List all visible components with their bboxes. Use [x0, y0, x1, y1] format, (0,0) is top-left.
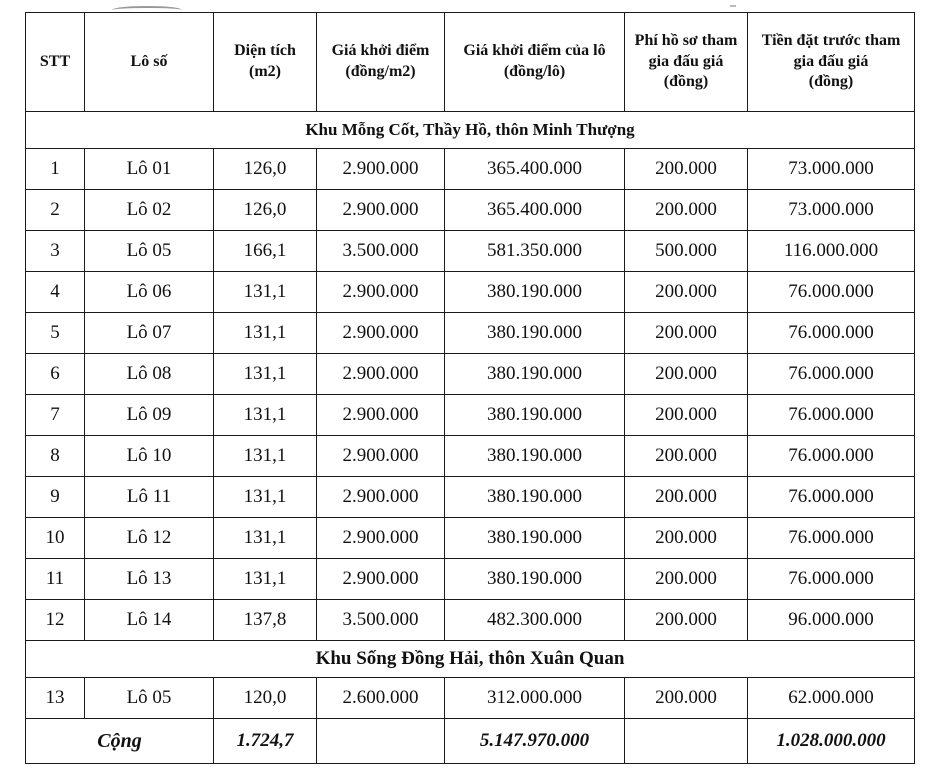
- cell-lot-price: 380.190.000: [445, 477, 625, 518]
- total-area: 1.724,7: [214, 719, 317, 764]
- cell-lot: Lô 11: [85, 477, 214, 518]
- cell-unit-price: 3.500.000: [317, 231, 445, 272]
- cell-deposit: 76.000.000: [748, 436, 915, 477]
- table-row: [26, 272, 915, 313]
- cell-unit-price: 2.900.000: [317, 559, 445, 600]
- cell-lot-price: 380.190.000: [445, 436, 625, 477]
- cell-lot: Lô 12: [85, 518, 214, 559]
- cell-unit-price: 2.900.000: [317, 272, 445, 313]
- cell-stt: 11: [26, 559, 85, 600]
- table-row: [26, 436, 915, 477]
- cell-stt: 6: [26, 354, 85, 395]
- cell-lot: Lô 14: [85, 600, 214, 641]
- table-row: [26, 600, 915, 641]
- cell-lot: Lô 01: [85, 149, 214, 190]
- table-row: [26, 354, 915, 395]
- cell-fee: 200.000: [625, 518, 748, 559]
- cell-deposit: 73.000.000: [748, 190, 915, 231]
- cell-fee: 200.000: [625, 354, 748, 395]
- cell-stt: 1: [26, 149, 85, 190]
- cell-fee: 200.000: [625, 559, 748, 600]
- table-row: [26, 559, 915, 600]
- cell-fee: 200.000: [625, 678, 748, 719]
- cell-area: 131,1: [214, 559, 317, 600]
- header-row: [26, 13, 915, 112]
- cell-lot: Lô 05: [85, 231, 214, 272]
- cell-lot-price: 365.400.000: [445, 149, 625, 190]
- cell-area: 137,8: [214, 600, 317, 641]
- header-area: Diện tích (m2): [214, 13, 317, 112]
- scan-artifact-dot: [730, 5, 736, 7]
- cell-deposit: 76.000.000: [748, 395, 915, 436]
- total-lot-price: 5.147.970.000: [445, 719, 625, 764]
- cell-area: 131,1: [214, 272, 317, 313]
- cell-area: 120,0: [214, 678, 317, 719]
- table-row: [26, 231, 915, 272]
- cell-deposit: 76.000.000: [748, 313, 915, 354]
- cell-deposit: 76.000.000: [748, 354, 915, 395]
- cell-lot: Lô 08: [85, 354, 214, 395]
- cell-deposit: 76.000.000: [748, 518, 915, 559]
- cell-deposit: 76.000.000: [748, 559, 915, 600]
- cell-lot: Lô 10: [85, 436, 214, 477]
- header-stt: STT: [26, 13, 85, 112]
- section-title-row: [26, 112, 915, 149]
- cell-deposit: 62.000.000: [748, 678, 915, 719]
- cell-lot-price: 380.190.000: [445, 313, 625, 354]
- table-row: [26, 518, 915, 559]
- cell-deposit: 76.000.000: [748, 477, 915, 518]
- total-unit-empty: [317, 719, 445, 764]
- total-fee-empty: [625, 719, 748, 764]
- header-unit-price: Giá khởi điểm (đồng/m2): [317, 13, 445, 112]
- cell-area: 131,1: [214, 477, 317, 518]
- cell-stt: 3: [26, 231, 85, 272]
- header-lot-price: Giá khởi điểm của lô (đồng/lô): [445, 13, 625, 112]
- cell-lot: Lô 02: [85, 190, 214, 231]
- section-title-row: [26, 641, 915, 678]
- cell-unit-price: 2.900.000: [317, 149, 445, 190]
- cell-area: 126,0: [214, 190, 317, 231]
- cell-area: 131,1: [214, 518, 317, 559]
- cell-fee: 200.000: [625, 190, 748, 231]
- cell-area: 166,1: [214, 231, 317, 272]
- cell-deposit: 73.000.000: [748, 149, 915, 190]
- cell-unit-price: 2.900.000: [317, 190, 445, 231]
- cell-fee: 200.000: [625, 272, 748, 313]
- cell-stt: 5: [26, 313, 85, 354]
- cell-area: 131,1: [214, 436, 317, 477]
- table-row: [26, 678, 915, 719]
- cell-lot-price: 380.190.000: [445, 518, 625, 559]
- cell-fee: 200.000: [625, 149, 748, 190]
- table-row: [26, 395, 915, 436]
- cell-lot: Lô 13: [85, 559, 214, 600]
- header-fee: Phí hồ sơ tham gia đấu giá (đồng): [625, 13, 748, 112]
- cell-unit-price: 2.900.000: [317, 354, 445, 395]
- cell-stt: 8: [26, 436, 85, 477]
- cell-lot: Lô 07: [85, 313, 214, 354]
- cell-fee: 200.000: [625, 395, 748, 436]
- cell-lot-price: 380.190.000: [445, 395, 625, 436]
- cell-deposit: 116.000.000: [748, 231, 915, 272]
- cell-unit-price: 3.500.000: [317, 600, 445, 641]
- cell-stt: 4: [26, 272, 85, 313]
- cell-lot: Lô 05: [85, 678, 214, 719]
- header-lot: Lô số: [85, 13, 214, 112]
- cell-stt: 2: [26, 190, 85, 231]
- cell-stt: 13: [26, 678, 85, 719]
- cell-stt: 12: [26, 600, 85, 641]
- cell-area: 131,1: [214, 313, 317, 354]
- table-row: [26, 477, 915, 518]
- cell-unit-price: 2.900.000: [317, 436, 445, 477]
- section-title: Khu Mỗng Cốt, Thầy Hồ, thôn Minh Thượng: [26, 112, 915, 149]
- auction-lots-table: [25, 12, 915, 764]
- cell-lot-price: 365.400.000: [445, 190, 625, 231]
- cell-lot-price: 312.000.000: [445, 678, 625, 719]
- cell-unit-price: 2.600.000: [317, 678, 445, 719]
- cell-stt: 9: [26, 477, 85, 518]
- cell-unit-price: 2.900.000: [317, 313, 445, 354]
- cell-unit-price: 2.900.000: [317, 395, 445, 436]
- cell-fee: 200.000: [625, 313, 748, 354]
- cell-lot: Lô 09: [85, 395, 214, 436]
- cell-unit-price: 2.900.000: [317, 518, 445, 559]
- cell-fee: 500.000: [625, 231, 748, 272]
- cell-area: 131,1: [214, 354, 317, 395]
- cell-lot-price: 380.190.000: [445, 272, 625, 313]
- cell-fee: 200.000: [625, 477, 748, 518]
- cell-deposit: 96.000.000: [748, 600, 915, 641]
- cell-lot-price: 581.350.000: [445, 231, 625, 272]
- cell-lot-price: 380.190.000: [445, 559, 625, 600]
- cell-fee: 200.000: [625, 436, 748, 477]
- cell-stt: 10: [26, 518, 85, 559]
- cell-area: 126,0: [214, 149, 317, 190]
- table-row: [26, 190, 915, 231]
- cell-lot: Lô 06: [85, 272, 214, 313]
- section-title: Khu Sống Đồng Hải, thôn Xuân Quan: [26, 641, 915, 678]
- total-label: Cộng: [26, 719, 214, 764]
- total-deposit: 1.028.000.000: [748, 719, 915, 764]
- header-deposit: Tiền đặt trước tham gia đấu giá (đồng): [748, 13, 915, 112]
- cell-fee: 200.000: [625, 600, 748, 641]
- table-row: [26, 149, 915, 190]
- cell-deposit: 76.000.000: [748, 272, 915, 313]
- cell-lot-price: 380.190.000: [445, 354, 625, 395]
- cell-area: 131,1: [214, 395, 317, 436]
- total-row: [26, 719, 915, 764]
- cell-unit-price: 2.900.000: [317, 477, 445, 518]
- table-row: [26, 313, 915, 354]
- cell-stt: 7: [26, 395, 85, 436]
- cell-lot-price: 482.300.000: [445, 600, 625, 641]
